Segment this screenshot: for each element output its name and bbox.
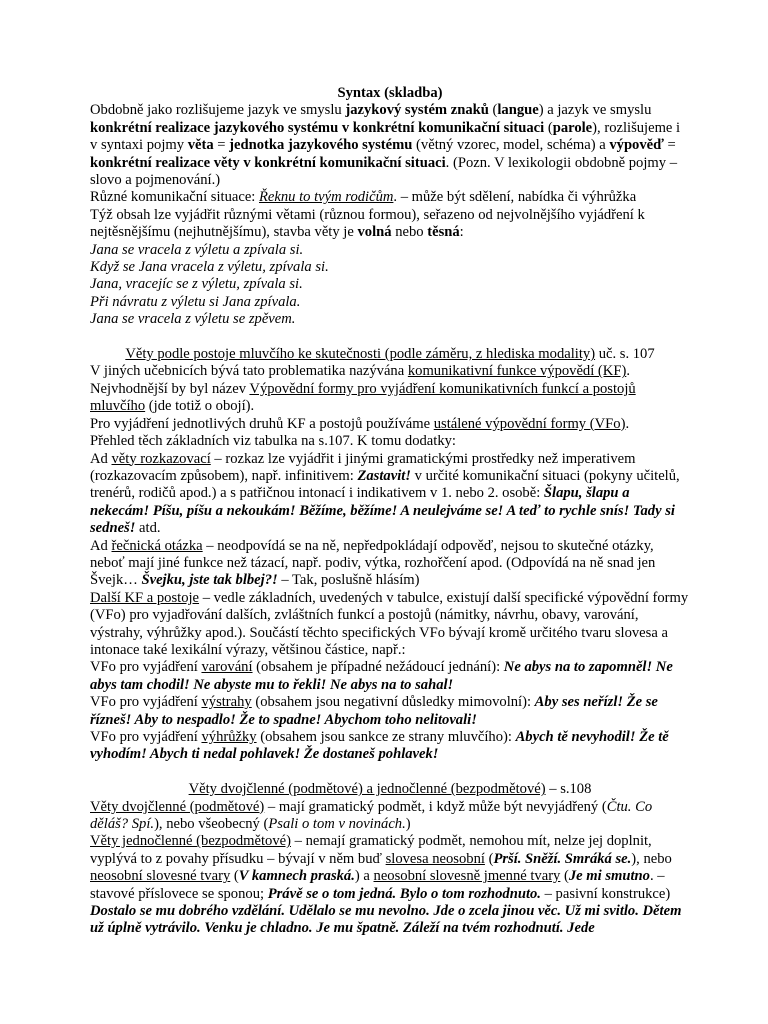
text-run: Věty dvojčlenné (podmětové) xyxy=(90,798,265,815)
example-sentences xyxy=(90,242,690,329)
text-run: ( xyxy=(488,102,498,119)
text-run: V jiných učebnicích bývá tato problematika nazývána xyxy=(90,363,408,380)
text-run: Prší. Sněží. Smráká se. xyxy=(493,850,632,867)
text-run: = xyxy=(663,137,676,154)
text-run: Zastavit! xyxy=(357,467,411,484)
paragraph-rhetorical-question xyxy=(90,538,690,590)
text-run: Ad xyxy=(90,450,112,467)
text-run: Výpovědní formy pro vyjádření komunikativních funkcí a postojů mluvčího xyxy=(90,380,636,415)
text-run: ustálené výpovědní formy (VFo) xyxy=(433,415,626,432)
text-run: slovesa neosobní xyxy=(385,850,485,867)
text-run: neosobní slovesně jmenné tvary xyxy=(373,868,561,885)
paragraph-other-functions xyxy=(90,590,690,660)
text-run: – rozkaz lze vyjádřit i jinými gramatickými prostředky než imperativem (rozkazovacím způsobem), např. infinitivem: xyxy=(90,450,636,484)
text-run: Pro vyjádření jednotlivých druhů KF a postojů používáme xyxy=(90,415,434,432)
paragraph-imperative-sentences xyxy=(90,451,690,538)
paragraph-utterance-forms xyxy=(90,416,690,433)
paragraph-two-member-sentences xyxy=(90,799,690,834)
text-run: výstrahy xyxy=(201,694,252,711)
text-run: Věty jednočlenné (bezpodmětové) xyxy=(90,833,291,850)
text-run: langue xyxy=(497,102,539,119)
text-run: Čtu. Co děláš? Spí. xyxy=(90,798,653,833)
text-run: (jde totiž o obojí). xyxy=(145,398,255,415)
text-run: VFo pro vyjádření xyxy=(90,659,202,676)
text-run: – s.108 xyxy=(545,781,592,798)
text-run: . xyxy=(625,415,630,432)
text-run: Abych tě nevyhodil! Že tě vyhodím! Abych ti nedal pohlavek! Že dostaneš pohlavek! xyxy=(90,729,669,763)
text-run: volná xyxy=(357,224,392,241)
text-run: (větný vzorec, model, schéma) a xyxy=(412,137,610,154)
text-run: uč. s. 107 xyxy=(595,346,655,363)
paragraph-examples-one-member xyxy=(90,903,690,938)
text-run: Švejku, jste tak blbej?! xyxy=(141,572,278,589)
text-run: věta xyxy=(187,137,214,154)
text-run: atd. xyxy=(135,520,161,537)
text-run: Dostalo se mu dobrého vzdělání. Udělalo se mu nevolno. Jde o zcela jinou věc. Už mi svitlo. Dětem už úplně vytrávilo. Venku je chladno. Je mu špatně. Záleží na tvém rozhodnutí. Jede xyxy=(90,903,682,937)
text-run: Ad xyxy=(90,537,112,554)
paragraph-warning xyxy=(90,659,690,694)
text-run: ( xyxy=(560,868,569,885)
text-run: těsná xyxy=(427,224,460,241)
text-run: – Tak, poslušně hlásím) xyxy=(277,572,420,589)
text-run: Právě se o tom jedná. Bylo o tom rozhodnuto. xyxy=(267,885,541,902)
text-run: nebo xyxy=(391,224,428,241)
text-run: Věty dvojčlenné (podmětové) a jednočlenné (bezpodmětové) xyxy=(188,781,546,798)
section-heading-subject-sentences xyxy=(90,781,690,798)
text-run: výhrůžky xyxy=(201,729,257,746)
text-run: (obsahem jsou sankce ze strany mluvčího): xyxy=(256,729,516,746)
text-run: VFo pro vyjádření xyxy=(90,729,202,746)
paragraph-communication-situations xyxy=(90,189,690,206)
paragraph-table-reference xyxy=(90,433,690,450)
text-run: ( xyxy=(544,119,553,136)
text-run: varování xyxy=(201,659,253,676)
text-run: jednotka jazykového systému xyxy=(229,137,413,154)
text-run: ) xyxy=(405,816,411,833)
text-run: Různé komunikační situace: xyxy=(90,189,259,206)
text-run: (obsahem jsou negativní důsledky mimovolní): xyxy=(251,694,535,711)
paragraph-caution xyxy=(90,694,690,729)
paragraph-sentence-structure xyxy=(90,207,690,242)
paragraph-threat xyxy=(90,729,690,764)
paragraph-langue-parole xyxy=(90,102,690,189)
example-sentence: Jana, vracejíc se z výletu, zpívala si. xyxy=(90,276,303,293)
text-run: Týž obsah lze vyjádřit různými větami (různou formou), seřazeno od nejvolnějšího vyjádření k nejtěsnějšímu (nejhutnějšímu), stavba věty je xyxy=(90,206,645,241)
blank-line xyxy=(90,329,690,346)
text-run: řečnická otázka xyxy=(111,537,203,554)
text-run: . Nejvhodnější by byl název xyxy=(90,363,630,397)
text-run: komunikativní funkce výpovědí (KF) xyxy=(407,363,627,380)
text-run: konkrétní realizace jazykového systému v konkrétní komunikační situaci xyxy=(90,119,545,136)
text-run: . (Pozn. V lexikologii obdobně pojmy – slovo a pojmenování.) xyxy=(90,154,678,189)
text-run: výpověď xyxy=(609,137,664,154)
text-run: – mají gramatický podmět, i když může být nevyjádřený ( xyxy=(264,798,607,815)
text-run: neosobní slovesné tvary xyxy=(90,868,231,885)
section-heading-modality xyxy=(90,346,690,363)
text-run: Věty podle postoje mluvčího ke skutečnosti (podle záměru, z hlediska modality) xyxy=(125,346,596,363)
text-run: v určité komunikační situaci (pokyny učitelů, trenérů, rodičů apod.) a s patřičnou intonací i indikativem v 1. nebo 2. osobě: xyxy=(90,467,680,502)
example-sentence: Jana se vracela z výletu a zpívala si. xyxy=(90,241,304,258)
text-run: (obsahem je případné nežádoucí jednání): xyxy=(252,659,504,676)
text-run: : xyxy=(459,224,464,241)
text-run: Další KF a postoje xyxy=(90,589,200,606)
text-run: Aby ses neřízl! Že se řízneš! Aby to nespadlo! Že to spadne! Abychom toho nelitovali! xyxy=(90,694,658,728)
text-run: – nemají gramatický podmět, nemohou mít, nelze jej doplnit, vyplývá to z povahy přísudku – bývají v něm buď xyxy=(90,833,652,867)
text-run: – neodpovídá se na ně, nepředpokládají odpověď, nejsou to skutečné otázky, neboť mají jiné funkce než tázací, např. podiv, výtka, rozhořčení apod. (Odpovídá na ně snad jen Švejk… xyxy=(90,537,656,589)
text-run: . – stavové přísloveсе se sponou; xyxy=(90,868,665,902)
text-run: VFo pro vyjádření xyxy=(90,694,202,711)
text-run: – pasivní konstrukce) xyxy=(540,885,671,902)
text-run: jazykový systém znaků xyxy=(345,102,489,119)
text-run: Obdobně jako rozlišujeme jazyk ve smyslu xyxy=(90,102,346,119)
document-title: Syntax (skladba) xyxy=(337,85,443,101)
text-run: Ne abys na to zapomněl! Ne abys tam chodil! Ne abyste mu to řekli! Ne abys na to sahal! xyxy=(90,659,673,693)
paragraph-communicative-functions xyxy=(90,363,690,415)
example-sentence: Když se Jana vracela z výletu, zpívala si. xyxy=(90,259,329,276)
text-run: V kamnech praská. xyxy=(238,868,355,885)
text-run: ) a xyxy=(354,868,374,885)
text-run: . – může být sdělení, nabídka či výhrůžka xyxy=(393,189,637,206)
text-run: = xyxy=(213,137,230,154)
text-run: ( xyxy=(484,850,494,867)
example-sentence: Jana se vracela z výletu se zpěvem. xyxy=(90,311,296,328)
document-page xyxy=(90,85,690,938)
text-run: ), nebo xyxy=(631,850,672,867)
blank-line xyxy=(90,764,690,781)
example-sentence: Při návratu z výletu si Jana zpívala. xyxy=(90,293,301,310)
text-run: věty rozkazovací xyxy=(111,450,211,467)
text-run: parole xyxy=(552,119,593,136)
text-run: – vedle základních, uvedených v tabulce, existují další specifické výpovědní formy (VFo) pro vyjadřování dalších, zvláštních funkcí a postojů (námitky, návrhu, obavy, varování, výstrahy, výhrůžky apod.). Součástí těchto specifických VFo bývají kromě určitého tvaru slovesa a intonace také lexikální výrazy, většinou částice, např.: xyxy=(90,589,689,658)
text-run: Šlapu, šlapu a nekecám! Píšu, píšu a nekoukám! Běžíme, běžíme! A neulejváme se! A teď to rychle snís! Tady si sedneš! xyxy=(90,485,675,537)
text-run: ( xyxy=(230,868,239,885)
paragraph-one-member-sentences xyxy=(90,833,690,903)
text-run: ), rozlišujeme i v syntaxi pojmy xyxy=(90,119,681,154)
text-run: ) a jazyk ve smyslu xyxy=(538,102,652,119)
text-run: Řeknu to tvým rodičům xyxy=(259,189,394,206)
text-run: Je mi smutno xyxy=(568,868,650,885)
text-run: ), nebo všeobecný ( xyxy=(154,816,269,833)
text-run: Přehled těch základních viz tabulka na s.107. K tomu dodatky: xyxy=(90,433,456,450)
text-run: Psali o tom v novinách. xyxy=(268,816,406,833)
text-run: konkrétní realizace věty v konkrétní komunikační situaci xyxy=(90,154,446,171)
